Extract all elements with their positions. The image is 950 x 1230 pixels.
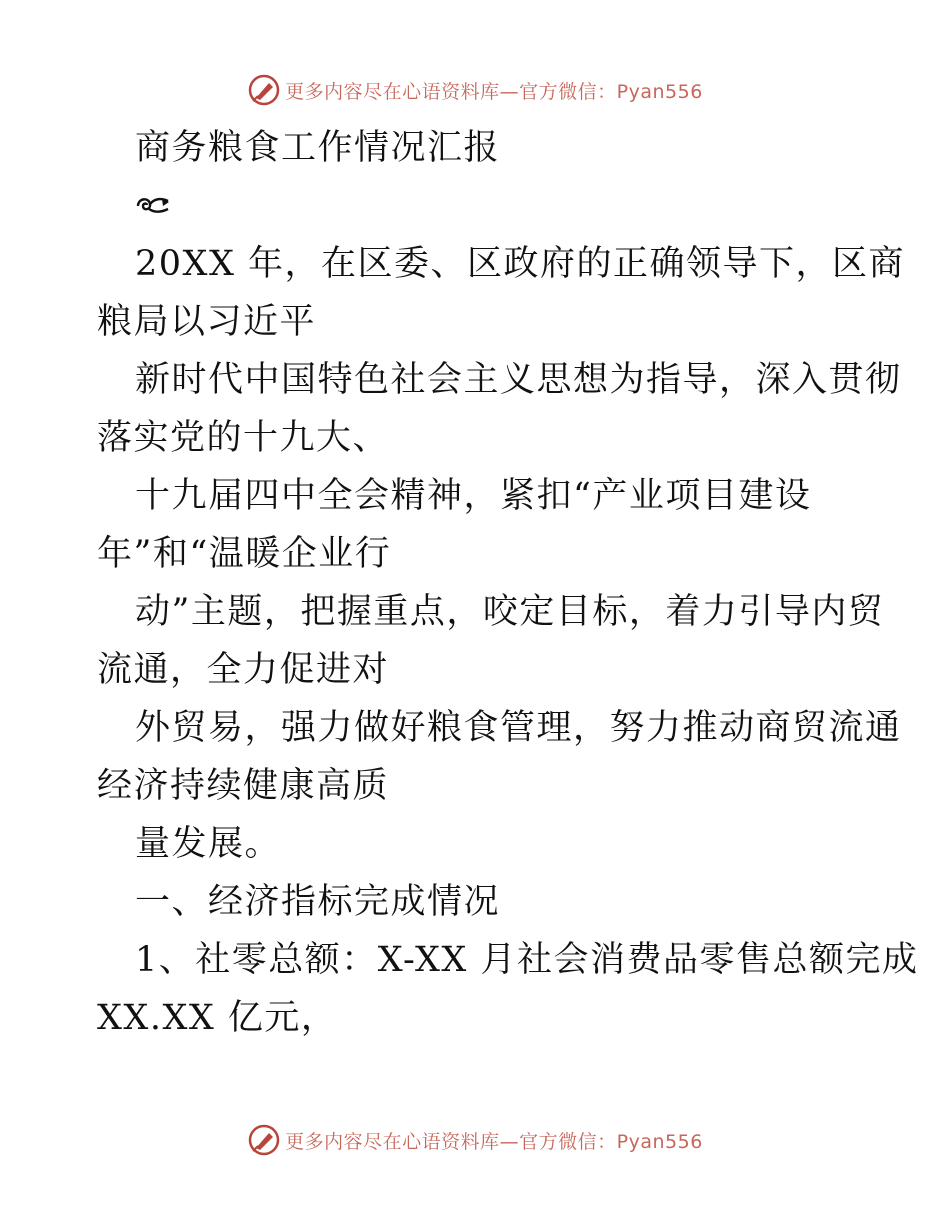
body-line-13: 1、社零总额：X-XX 月社会消费品零售总额完成 (135, 940, 919, 980)
body-line-4: 落实党的十九大、 (97, 418, 390, 458)
swirl-ornament-icon (135, 192, 171, 220)
document-title: 商务粮食工作情况汇报 (135, 128, 501, 168)
header-watermark-banner (0, 70, 950, 110)
body-line-14: XX.XX 亿元， (97, 998, 338, 1038)
section-heading: 一、经济指标完成情况 (135, 882, 501, 922)
body-line-7: 动”主题，把握重点，咬定目标，着力引导内贸 (135, 592, 885, 632)
body-line-3: 新时代中国特色社会主义思想为指导，深入贯彻 (135, 360, 902, 400)
body-line-1: 20XX 年，在区委、区政府的正确领导下，区商 (135, 244, 905, 284)
body-line-8: 流通，全力促进对 (97, 650, 390, 690)
watermark-text: 更多内容尽在心语资料库—官方微信：Pyan556 (285, 80, 703, 103)
body-line-11: 量发展。 (135, 824, 282, 864)
watermark-text: 更多内容尽在心语资料库—官方微信：Pyan556 (285, 1130, 703, 1153)
pen-nib-logo-icon (247, 1123, 281, 1157)
body-line-9: 外贸易，强力做好粮食管理，努力推动商贸流通 (135, 708, 902, 748)
footer-watermark-banner (0, 1120, 950, 1160)
body-line-10: 经济持续健康高质 (97, 766, 390, 806)
pen-nib-logo-icon (247, 73, 281, 107)
body-line-2: 粮局以习近平 (97, 302, 317, 342)
body-line-5: 十九届四中全会精神，紧扣“产业项目建设 (135, 476, 812, 516)
body-line-6: 年”和“温暖企业行 (97, 534, 392, 574)
